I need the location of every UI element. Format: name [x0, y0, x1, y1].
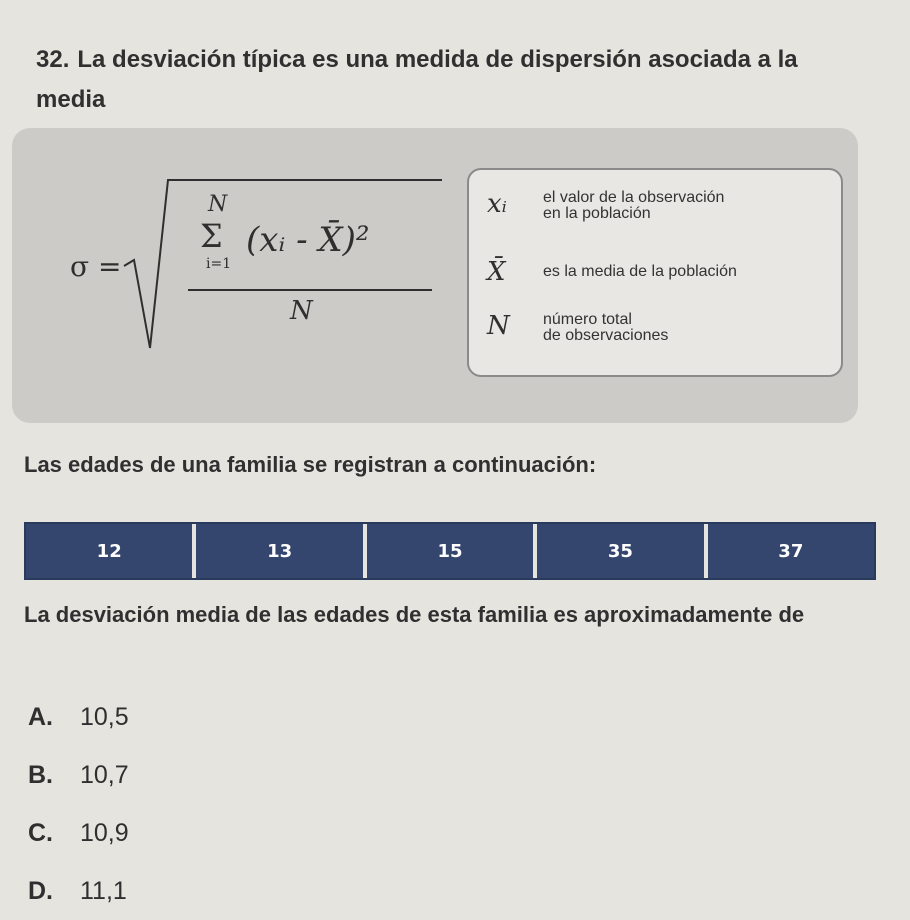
- question-number: 32.: [36, 46, 70, 73]
- option-value: 10,5: [80, 702, 129, 731]
- option-letter: B.: [28, 760, 53, 789]
- legend-desc-line: es la media de la población: [543, 263, 737, 280]
- option-d[interactable]: [28, 862, 129, 920]
- legend-desc-line: el valor de la observación: [543, 189, 725, 206]
- option-a[interactable]: [28, 688, 129, 746]
- legend-desc-line: en la población: [543, 205, 651, 222]
- option-c[interactable]: [28, 804, 129, 862]
- legend-symbol: xᵢ: [487, 189, 507, 219]
- option-value: 10,9: [80, 818, 129, 847]
- summation-icon: Σ: [200, 217, 223, 255]
- option-value: 11,1: [80, 876, 127, 905]
- option-b[interactable]: [28, 746, 129, 804]
- sum-upper-limit: N: [208, 192, 228, 217]
- answer-options: [28, 688, 129, 920]
- formula-panel: [12, 128, 858, 423]
- option-letter: C.: [28, 818, 53, 847]
- denominator: N: [290, 296, 313, 326]
- ages-table: [24, 522, 876, 580]
- option-value: 10,7: [80, 760, 129, 789]
- age-cell: 35: [537, 524, 707, 578]
- sum-lower-limit: i=1: [206, 256, 232, 272]
- age-cell: 15: [367, 524, 537, 578]
- ages-intro: Las edades de una familia se registran a continuación:: [24, 452, 597, 477]
- option-letter: A.: [28, 702, 53, 731]
- legend-symbol: X̄: [487, 257, 506, 287]
- formula-legend: [467, 168, 843, 377]
- legend-symbol: N: [487, 311, 510, 341]
- legend-row-mean: [487, 258, 737, 286]
- legend-desc-line: número total: [543, 311, 632, 328]
- legend-row-n: [487, 312, 668, 344]
- age-cell: 12: [26, 524, 196, 578]
- age-cell: 13: [196, 524, 366, 578]
- question-prompt: La desviación media de las edades de esta familia es aproximadamente de: [24, 602, 805, 627]
- standard-deviation-formula: [62, 158, 462, 358]
- numerator-term: (xᵢ - X̄)²: [246, 220, 370, 260]
- sigma-lhs: σ =: [70, 250, 122, 283]
- age-cell: 37: [778, 540, 804, 562]
- question-line-1: La desviación típica es una medida de dispersión asociada a la media: [36, 46, 798, 113]
- legend-desc-line: de observaciones: [543, 327, 669, 344]
- option-letter: D.: [28, 876, 53, 905]
- legend-row-xi: [487, 190, 724, 222]
